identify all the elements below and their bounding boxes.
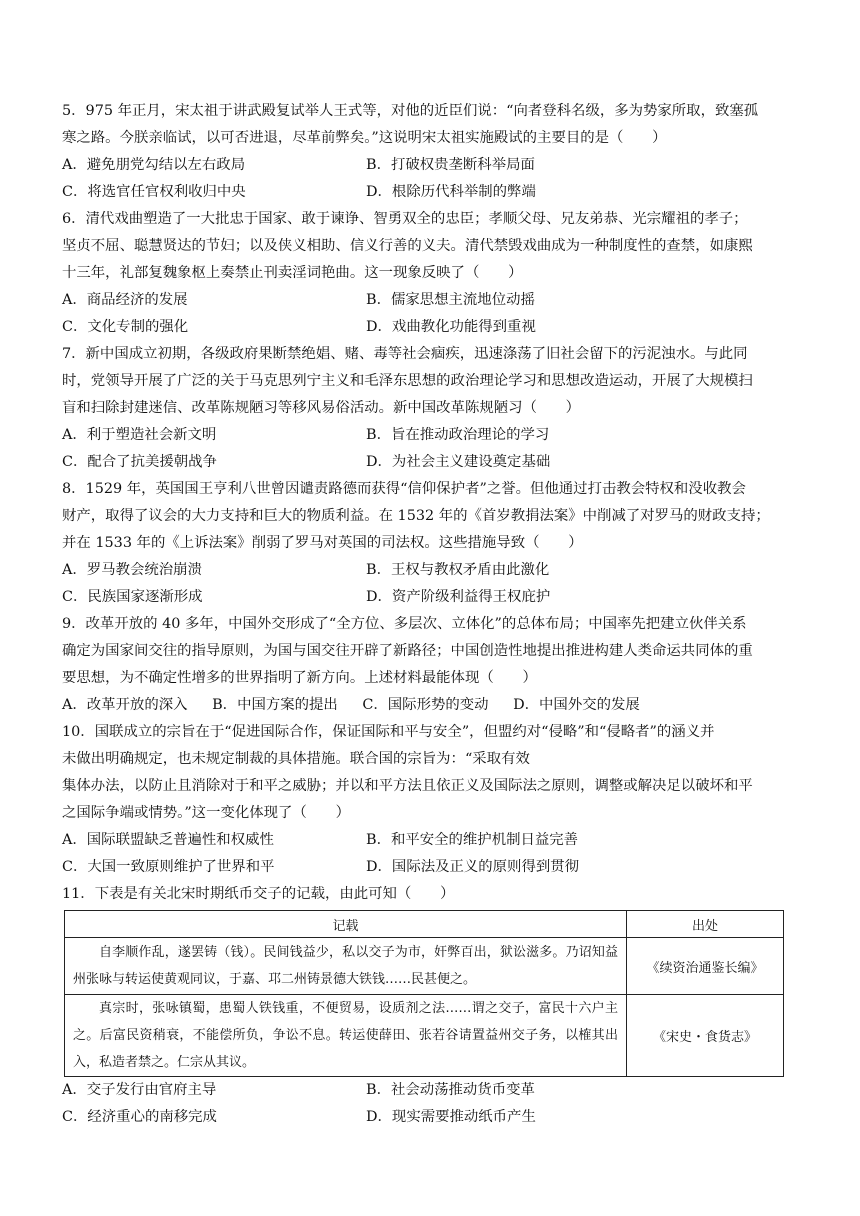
question-stem-line: 未做出明确规定，也未规定制裁的具体措施。联合国的宗旨为：“采取有效 bbox=[62, 751, 530, 767]
question-stem-line: 6．清代戏曲塑造了一大批忠于国家、敢于谏诤、智勇双全的忠臣；孝顺父母、兄友弟恭、光宗耀祖的孝子； bbox=[62, 211, 748, 227]
question-stem-line: 10．国联成立的宗旨在于“促进国际合作，保证国际和平与安全”，但盟约对“侵略”和“侵略者”的涵义并 bbox=[62, 724, 715, 740]
option-d[interactable]: D．中国外交的发展 bbox=[513, 697, 640, 713]
question-stem-line: 5．975 年正月，宋太祖于讲武殿复试举人王式等，对他的近臣们说：“向者登科名级，多为势家所取，致塞孤 bbox=[62, 103, 759, 119]
option-b[interactable]: B．社会动荡推动货币变革 bbox=[366, 1082, 535, 1098]
options bbox=[62, 422, 800, 476]
option-b[interactable]: B．儒家思想主流地位动摇 bbox=[366, 292, 535, 308]
option-a[interactable]: A．避免朋党勾结以左右政局 bbox=[62, 157, 246, 173]
question-stem-line: 十三年，礼部复魏象枢上奏禁止刊卖淫词艳曲。这一现象反映了（ ） bbox=[62, 265, 523, 281]
records-table bbox=[64, 910, 784, 1077]
option-b[interactable]: B．旨在推动政治理论的学习 bbox=[366, 427, 550, 443]
question-stem-line: 要思想，为不确定性增多的世界指明了新方向。上述材料最能体现（ ） bbox=[62, 670, 537, 686]
question-stem-line: 之国际争端或情势。”这一变化体现了（ ） bbox=[62, 805, 350, 821]
question-stem-line: 并在 1533 年的《上诉法案》削弱了罗马对英国的司法权。这些措施导致（ ） bbox=[62, 535, 583, 551]
options bbox=[62, 827, 800, 881]
table-header-row bbox=[65, 911, 784, 938]
question-stem-line: 确定为国家间交往的指导原则，为国与国交往开辟了新路径；中国创造性地提出推进构建人类命运共同体的重 bbox=[62, 643, 753, 659]
option-c[interactable]: C．文化专制的强化 bbox=[62, 319, 189, 335]
question-stem-line: 7．新中国成立初期，各级政府果断禁绝娼、赌、毒等社会痼疾，迅速涤荡了旧社会留下的污泥浊水。与此同 bbox=[62, 346, 748, 362]
question-5 bbox=[62, 98, 800, 206]
option-c[interactable]: C．大国一致原则维护了世界和平 bbox=[62, 859, 275, 875]
option-c[interactable]: C．民族国家逐渐形成 bbox=[62, 589, 203, 605]
question-stem-line: 财产，取得了议会的大力支持和巨大的物质利益。在 1532 年的《首岁教捐法案》中削减了对罗马的财政支持； bbox=[62, 508, 770, 524]
header-source: 出处 bbox=[627, 911, 784, 938]
question-6 bbox=[62, 206, 800, 341]
question-stem-line: 盲和扫除封建迷信、改革陈规陋习等移风易俗活动。新中国改革陈规陋习（ ） bbox=[62, 400, 581, 416]
options bbox=[62, 152, 800, 206]
option-a[interactable]: A．罗马教会统治崩溃 bbox=[62, 562, 202, 578]
question-stem-line: 9．改革开放的 40 多年，中国外交形成了“全方位、多层次、立体化”的总体布局；中国率先把建立伙伴关系 bbox=[62, 616, 747, 632]
options bbox=[62, 1077, 800, 1131]
question-stem-line: 坚贞不屈、聪慧贤达的节妇；以及侠义相助、信义行善的义夫。清代禁毁戏曲成为一种制度性的查禁，如康熙 bbox=[62, 238, 753, 254]
question-stem-line: 寒之路。今朕亲临试，以可否进退，尽革前弊矣。”这说明宋太祖实施殿试的主要目的是（ ） bbox=[62, 130, 667, 146]
question-stem-line: 时，党领导开展了广泛的关于马克思列宁主义和毛泽东思想的政治理论学习和思想改造运动，开展了大规模扫 bbox=[62, 373, 753, 389]
option-b[interactable]: B．和平安全的维护机制日益完善 bbox=[366, 832, 579, 848]
question-stem-line: 11．下表是有关北宋时期纸币交子的记载，由此可知（ ） bbox=[62, 886, 455, 902]
option-a[interactable]: A．商品经济的发展 bbox=[62, 292, 188, 308]
option-b[interactable]: B．中国方案的提出 bbox=[212, 697, 338, 713]
option-a[interactable]: A．利于塑造社会新文明 bbox=[62, 427, 217, 443]
option-d[interactable]: D．根除历代科举制的弊端 bbox=[366, 184, 536, 200]
option-a[interactable]: A．国际联盟缺乏普遍性和权威性 bbox=[62, 832, 274, 848]
source-cell: 《续资治通鉴长编》 bbox=[627, 938, 784, 995]
question-11 bbox=[62, 881, 800, 1131]
question-stem-line: 集体办法，以防止且消除对于和平之威胁；并以和平方法且依正义及国际法之原则，调整或解决足以破坏和平 bbox=[62, 778, 753, 794]
exam-page bbox=[62, 98, 800, 1131]
option-d[interactable]: D．国际法及正义的原则得到贯彻 bbox=[366, 859, 580, 875]
question-9 bbox=[62, 611, 800, 719]
option-d[interactable]: D．资产阶级利益得王权庇护 bbox=[366, 589, 551, 605]
option-d[interactable]: D．现实需要推动纸币产生 bbox=[366, 1109, 536, 1125]
record-cell: 自李顺作乱，遂罢铸（钱）。民间钱益少，私以交子为市，奸弊百出，狱讼滋多。乃诏知益州张咏与转运使黄观同议，于嘉、邛二州铸景德大铁钱……民甚便之。 bbox=[65, 938, 627, 995]
question-stem-line: 8．1529 年，英国国王亨利八世曾因谴责路德而获得“信仰保护者”之誉。但他通过打击教会特权和没收教会 bbox=[62, 481, 746, 497]
table-row bbox=[65, 938, 784, 995]
option-c[interactable]: C．将选官任官权利收归中央 bbox=[62, 184, 246, 200]
record-cell: 真宗时，张咏镇蜀，患蜀人铁钱重，不便贸易，设质剂之法……谓之交子，富民十六户主之。后富民资稍衰，不能偿所负，争讼不息。转运使薛田、张若谷请置益州交子务，以榷其出入，私造者禁之。仁宗从其议。 bbox=[65, 995, 627, 1077]
option-d[interactable]: D．戏曲教化功能得到重视 bbox=[366, 319, 536, 335]
option-c[interactable]: C．经济重心的南移完成 bbox=[62, 1109, 217, 1125]
question-10 bbox=[62, 719, 800, 881]
option-d[interactable]: D．为社会主义建设奠定基础 bbox=[366, 454, 551, 470]
options bbox=[62, 557, 800, 611]
options bbox=[62, 692, 800, 719]
options bbox=[62, 287, 800, 341]
option-c[interactable]: C．国际形势的变动 bbox=[362, 697, 489, 713]
table-row bbox=[65, 995, 784, 1077]
header-record: 记载 bbox=[65, 911, 627, 938]
question-8 bbox=[62, 476, 800, 611]
source-cell: 《宋史・食货志》 bbox=[627, 995, 784, 1077]
option-a[interactable]: A．交子发行由官府主导 bbox=[62, 1082, 217, 1098]
option-c[interactable]: C．配合了抗美援朝战争 bbox=[62, 454, 217, 470]
option-b[interactable]: B．打破权贵垄断科举局面 bbox=[366, 157, 535, 173]
option-b[interactable]: B．王权与教权矛盾由此激化 bbox=[366, 562, 550, 578]
question-7 bbox=[62, 341, 800, 476]
option-a[interactable]: A．改革开放的深入 bbox=[62, 697, 188, 713]
